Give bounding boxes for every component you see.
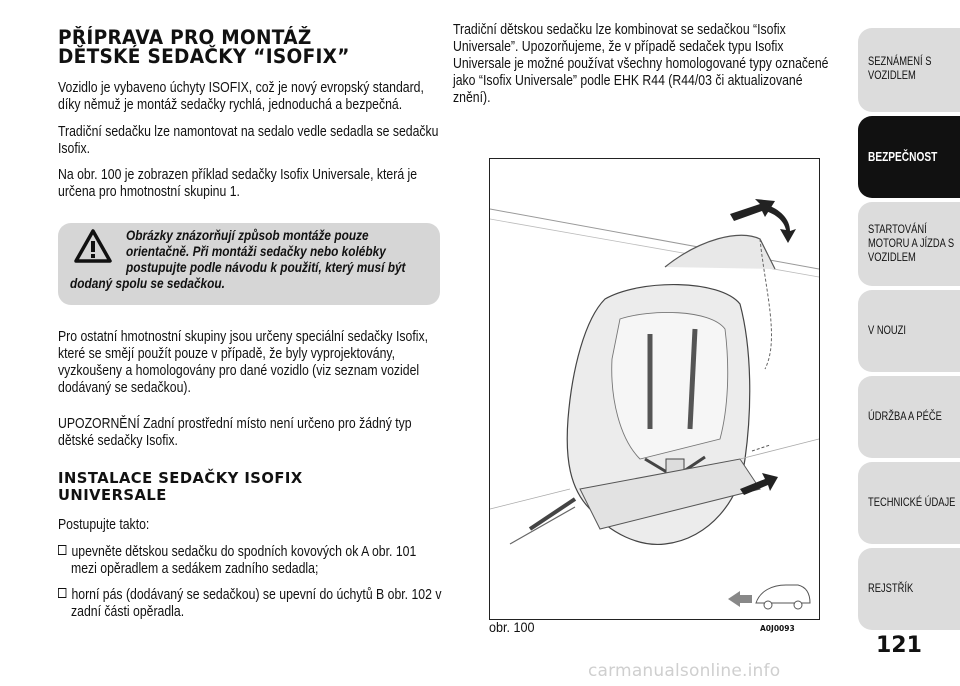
tab-label: BEZPEČNOST [868,149,938,164]
isofix-seat-illustration [490,159,819,619]
figure-isofix-seat [489,158,820,620]
warning-text-3: postupujte podle návodu k použití, který musí být [126,260,406,275]
tab-startovani-motoru[interactable] [858,202,960,286]
figure-caption: obr. 100 [489,619,535,635]
tab-label: REJSTŘÍK [868,581,914,595]
tab-label: V NOUZI [868,323,906,337]
mid-paragraph-2: Universale”. Upozorňujeme, že v případě sedaček typu Isofix [453,39,784,55]
tab-seznameni-s-vozidlem[interactable] [858,28,960,112]
paragraph-traditional-1: Tradiční sedačku lze namontovat na sedalo vedle sedadla se sedačku [58,124,439,140]
warning-text-1: Obrázky znázorňují způsob montáže pouze [126,228,369,243]
subsection-title-line2: UNIVERSALE [58,486,167,504]
step-bullet-2-cont: zadní části opěradla. [71,604,185,620]
paragraph-example-1: Na obr. 100 je zobrazen příklad sedačky Isofix Universale, která je [58,167,418,183]
mid-paragraph-5: znění). [453,90,491,106]
paragraph-other-groups-4: dodávaný se sedačkou). [58,380,191,396]
paragraph-isofix-intro-1: Vozidlo je vybaveno úchyty ISOFIX, což je nový evropský standard, [58,80,424,96]
tab-label: ÚDRŽBA A PÉČE [868,409,942,423]
warning-text-2: orientačně. Při montáži sedačky nebo kolébky [126,244,386,259]
paragraph-other-groups-3: vyzkoušeny a homologovány pro dané vozidlo (viz seznam vozidel [58,363,420,379]
tab-rejstrik[interactable] [858,548,960,630]
mid-paragraph-4: jako “Isofix Universale” podle EHK R44 (R44/03 či aktualizované [453,73,803,89]
paragraph-notice-2: dětské sedačky Isofix. [58,433,178,449]
tab-label: STARTOVÁNÍ [868,222,927,236]
step-bullet-1-text: upevněte dětskou sedačku do spodních kovových ok A obr. 101 [71,544,417,560]
subsection-title-line1: INSTALACE SEDAČKY ISOFIX [58,469,303,487]
paragraph-traditional-2: Isofix. [58,141,91,157]
checkbox-bullet-icon [58,545,66,555]
section-title-line2: DĚTSKÉ SEDAČKY “ISOFIX” [58,45,350,68]
step-bullet-1 [58,544,416,562]
warning-text-4: dodaný spolu se sedačkou. [70,276,225,291]
tab-bezpecnost[interactable] [858,116,960,198]
tab-v-nouzi[interactable] [858,290,960,372]
tab-label: MOTORU A JÍZDA S [868,236,955,250]
watermark: carmanualsonline.info [588,661,781,681]
paragraph-notice-1: UPOZORNĚNÍ Zadní prostřední místo není určeno pro žádný typ [58,416,412,432]
paragraph-other-groups-2: které se smějí použít pouze v případě, že byly vyprojektovány, [58,346,396,362]
tab-label: VOZIDLEM [868,68,916,82]
figure-code: A0J0093 [760,624,795,633]
tab-udrzba-a-pece[interactable] [858,376,960,458]
step-bullet-2-text: horní pás (dodávaný se sedačkou) se upevní do úchytů B obr. 102 v [71,587,442,603]
section-title-line1: PŘÍPRAVA PRO MONTÁŽ [58,26,312,49]
tab-label: TECHNICKÉ ÚDAJE [868,495,956,509]
step-bullet-1-cont: mezi opěradlem a sedákem zadního sedadla; [71,561,319,577]
tab-label: VOZIDLEM [868,250,916,264]
tab-technicke-udaje[interactable] [858,462,960,544]
paragraph-example-2: určena pro hmotnostní skupinu 1. [58,184,240,200]
paragraph-other-groups-1: Pro ostatní hmotnostní skupiny jsou určeny speciální sedačky Isofix, [58,329,428,345]
warning-triangle-icon [73,228,113,264]
paragraph-isofix-intro-2: díky němuž je montáž sedačky rychlá, jednoduchá a bezpečná. [58,97,403,113]
mid-paragraph-3: Universale je možné používat všechny homologované typy označené [453,56,829,72]
page-number: 121 [876,633,922,658]
tab-label: SEZNÁMENÍ S [868,54,932,68]
checkbox-bullet-icon [58,588,66,598]
mid-paragraph-1: Tradiční dětskou sedačku lze kombinovat se sedačkou “Isofix [453,22,786,38]
step-bullet-2 [58,587,441,605]
steps-intro: Postupujte takto: [58,517,150,533]
